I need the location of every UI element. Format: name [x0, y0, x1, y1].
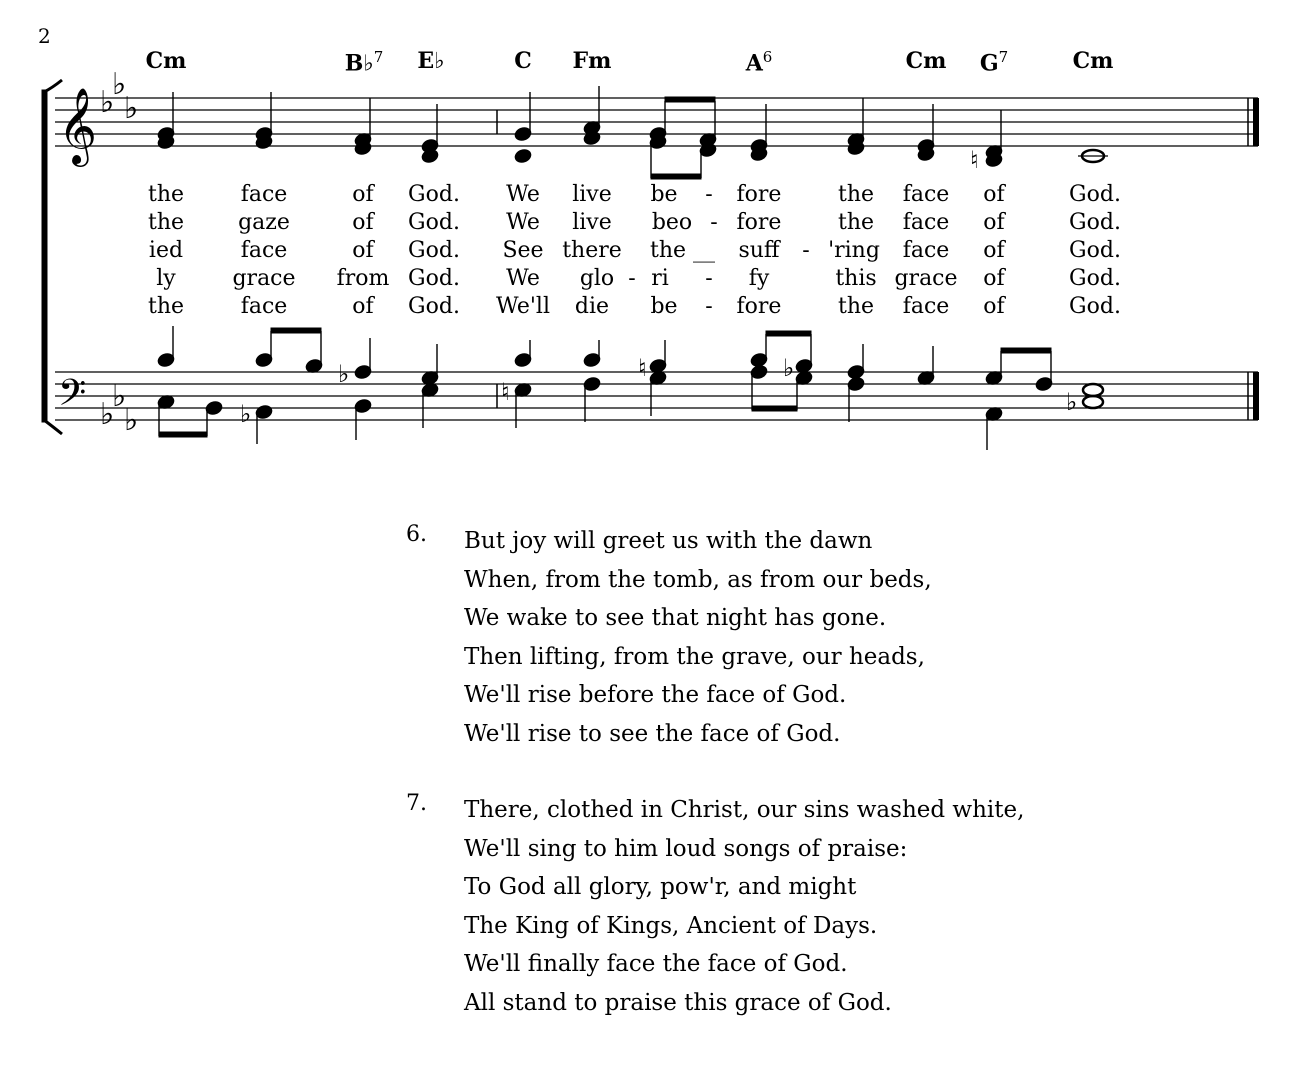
- verse-line: To God all glory, pow'r, and might: [464, 874, 857, 900]
- lyric-hyphen: -: [705, 182, 713, 207]
- lyric-syllable: the: [837, 294, 875, 319]
- lyric-syllable: the: [147, 182, 185, 207]
- lyric-line: [0, 210, 1306, 238]
- verse: [406, 791, 1106, 1022]
- lyric-syllable: fy: [748, 266, 770, 291]
- svg-text:♮: ♮: [638, 354, 647, 382]
- lyric-syllable: of: [983, 238, 1005, 263]
- lyric-syllable: We'll: [496, 294, 550, 319]
- chord-symbol: $G^7$: [979, 48, 1009, 77]
- svg-text:♭: ♭: [124, 403, 139, 438]
- svg-text:♭: ♭: [100, 397, 115, 432]
- chord-symbol: Cm: [1072, 48, 1114, 74]
- lyric-syllable: the: [147, 210, 185, 235]
- lyric-syllable: fore: [736, 294, 782, 319]
- lyric-syllable: the: [837, 182, 875, 207]
- lyric-syllable: ri: [651, 266, 669, 291]
- lyric-syllable: God.: [408, 294, 460, 319]
- lyric-syllable: God.: [408, 266, 460, 291]
- lyric-syllable: We: [506, 266, 540, 291]
- verse-number: 7.: [406, 791, 427, 816]
- chord-symbol: Cm: [145, 48, 187, 74]
- lyric-syllable: live: [572, 210, 612, 235]
- lyric-syllable: live: [572, 182, 612, 207]
- page-number: 2: [38, 24, 51, 48]
- svg-text:♭: ♭: [124, 91, 139, 126]
- lyric-line: [0, 266, 1306, 294]
- bass-notes: [156, 326, 1103, 450]
- lyric-syllable: We: [506, 182, 540, 207]
- chord-symbol: $A^6$: [745, 48, 773, 77]
- verse-line: We'll rise to see the face of God.: [464, 720, 841, 747]
- lyric-syllable: God.: [1069, 182, 1121, 207]
- verse-line: But joy will greet us with the dawn: [464, 528, 873, 554]
- svg-text:♭: ♭: [112, 67, 127, 102]
- chord-symbol: B♭$^7$: [344, 48, 384, 77]
- lyric-hyphen: -: [628, 266, 636, 291]
- svg-text:♭: ♭: [112, 379, 127, 414]
- svg-text:♮: ♮: [970, 146, 979, 174]
- key-signature-treble: [100, 67, 138, 126]
- lyric-hyphen: -: [802, 238, 810, 263]
- svg-text:♭: ♭: [783, 354, 795, 382]
- verse-lines: [464, 791, 1106, 1022]
- lyric-syllable: of: [352, 294, 374, 319]
- lyric-syllable: of: [352, 210, 374, 235]
- bass-clef-icon: 𝄢: [58, 372, 87, 423]
- svg-text:♭: ♭: [338, 360, 350, 388]
- chord-symbol: C: [514, 48, 532, 74]
- lyric-hyphen: -: [710, 210, 718, 235]
- lyric-syllable: God.: [1069, 210, 1121, 235]
- lyric-extender: __: [693, 238, 715, 263]
- verses-section: [406, 522, 1106, 1060]
- chord-symbol: Cm: [905, 48, 947, 74]
- lyric-syllable: fore: [736, 210, 782, 235]
- lyric-syllable: face: [902, 182, 950, 207]
- lyric-syllable: face: [902, 294, 950, 319]
- lyric-syllable: from: [336, 266, 390, 291]
- lyric-syllable: of: [983, 266, 1005, 291]
- lyric-syllable: God.: [408, 210, 460, 235]
- treble-clef-icon: 𝄞: [58, 87, 98, 164]
- lyric-syllable: God.: [1069, 294, 1121, 319]
- lyric-line: [0, 294, 1306, 322]
- lyric-syllable: God.: [408, 182, 460, 207]
- lyric-syllable: be: [650, 294, 678, 319]
- verse-line: We'll finally face the face of God.: [464, 951, 848, 977]
- verse-line: When, from the tomb, as from our beds,: [464, 566, 932, 593]
- verse-line: Then lifting, from the grave, our heads,: [464, 643, 925, 670]
- lyric-syllable: face: [240, 294, 288, 319]
- lyric-syllable: face: [902, 210, 950, 235]
- lyric-syllable: of: [983, 182, 1005, 207]
- verse-line: All stand to praise this grace of God.: [464, 989, 892, 1016]
- lyric-syllable: the: [837, 210, 875, 235]
- chord-symbol: E♭: [417, 48, 445, 74]
- lyric-line: [0, 238, 1306, 266]
- lyric-syllable: the: [147, 294, 185, 319]
- lyric-syllable: this: [835, 266, 877, 291]
- verse-line: We'll sing to him loud songs of praise:: [464, 835, 908, 862]
- lyric-syllable: God.: [408, 238, 460, 263]
- lyric-syllable: God.: [1069, 266, 1121, 291]
- lyric-syllable: face: [902, 238, 950, 263]
- treble-notes: [156, 86, 1108, 179]
- lyric-syllable: 'ring: [828, 238, 880, 263]
- lyric-syllable: glo: [579, 266, 615, 291]
- verse-lines: [464, 522, 1106, 753]
- verse-line: The King of Kings, Ancient of Days.: [464, 912, 878, 939]
- lyric-syllable: of: [983, 294, 1005, 319]
- chord-symbol: Fm: [572, 48, 612, 74]
- svg-text:♭: ♭: [1066, 388, 1078, 416]
- lyric-syllable: ly: [156, 266, 176, 291]
- lyric-syllable: face: [240, 182, 288, 207]
- lyric-syllable: there: [562, 238, 622, 263]
- lyric-line: [0, 182, 1306, 210]
- lyric-syllable: be: [650, 182, 678, 207]
- lyric-hyphen: -: [705, 294, 713, 319]
- lyric-syllable: the: [649, 238, 687, 263]
- verse-line: We'll rise before the face of God.: [464, 682, 847, 708]
- lyric-syllable: of: [983, 210, 1005, 235]
- lyric-syllable: ied: [148, 238, 184, 263]
- lyric-syllable: suff: [738, 238, 780, 263]
- lyric-hyphen: -: [705, 266, 713, 291]
- key-signature-bass: [100, 379, 138, 438]
- svg-text:♮: ♮: [501, 378, 510, 406]
- lyric-syllable: die: [574, 294, 610, 319]
- lyric-syllable: gaze: [238, 210, 290, 235]
- lyric-syllable: We: [506, 210, 540, 235]
- lyric-syllable: face: [240, 238, 288, 263]
- svg-text:♭: ♭: [240, 400, 252, 428]
- verse: [406, 522, 1106, 753]
- lyric-syllable: of: [352, 238, 374, 263]
- lyric-syllable: grace: [232, 266, 296, 291]
- lyric-syllable: of: [352, 182, 374, 207]
- lyric-syllable: grace: [894, 266, 958, 291]
- lyric-syllable: See: [502, 238, 544, 263]
- verse-line: We wake to see that night has gone.: [464, 605, 887, 631]
- lyric-syllable: God.: [1069, 238, 1121, 263]
- lyric-syllable: beo: [651, 210, 693, 235]
- verse-number: 6.: [406, 522, 427, 547]
- verse-line: There, clothed in Christ, our sins washed white,: [464, 797, 1025, 823]
- lyric-syllable: fore: [736, 182, 782, 207]
- svg-text:♭: ♭: [100, 85, 115, 120]
